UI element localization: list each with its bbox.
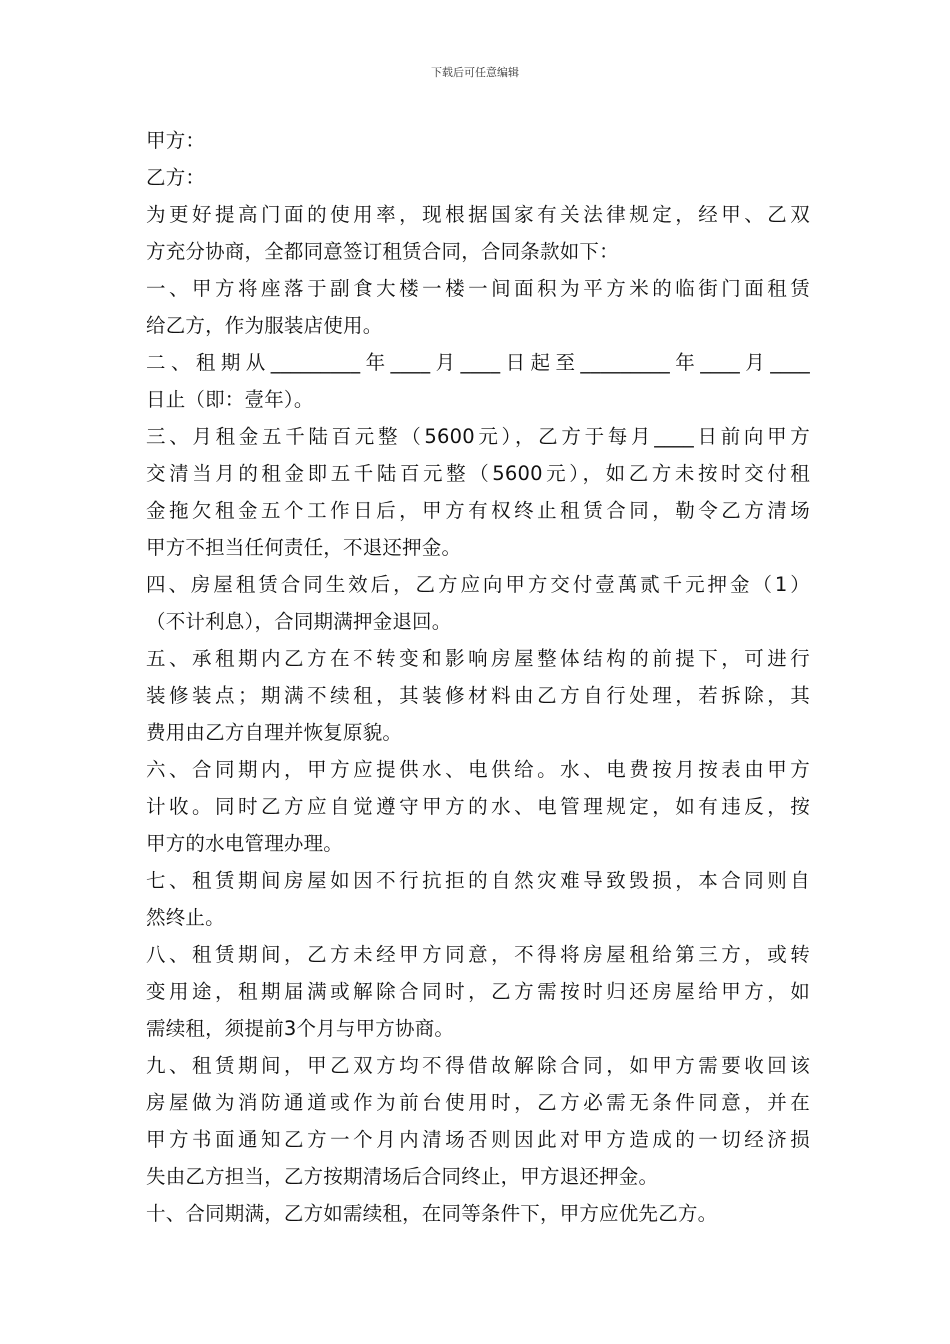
contract-line: 费用由乙方自理并恢复原貌。 bbox=[146, 721, 403, 744]
contract-line: 甲方不担当任何责任，不退还押金。 bbox=[146, 536, 462, 559]
contract-line: 三、月租金五千陆百元整（5600元），乙方于每月____日前向甲方 bbox=[146, 425, 810, 448]
contract-line: 金拖欠租金五个工作日后，甲方有权终止租赁合同，勒令乙方清场 bbox=[146, 499, 810, 522]
contract-line: 二、租期从_________年____月____日起至_________年____月____ bbox=[146, 351, 810, 374]
contract-line: 甲方： bbox=[146, 129, 206, 152]
contract-line: 甲方的水电管理办理。 bbox=[146, 832, 344, 855]
contract-line: 交清当月的租金即五千陆百元整（5600元），如乙方未按时交付租 bbox=[146, 462, 810, 485]
contract-line: 八、租赁期间，乙方未经甲方同意，不得将房屋租给第三方，或转 bbox=[146, 943, 810, 966]
contract-line: 房屋做为消防通道或作为前台使用时，乙方必需无条件同意，并在 bbox=[146, 1091, 810, 1114]
contract-line: 为更好提高门面的使用率，现根据国家有关法律规定，经甲、乙双 bbox=[146, 203, 810, 226]
contract-line: 变用途，租期届满或解除合同时，乙方需按时归还房屋给甲方，如 bbox=[146, 980, 810, 1003]
contract-line: 六、合同期内，甲方应提供水、电供给。水、电费按月按表由甲方 bbox=[146, 758, 810, 781]
contract-body bbox=[146, 122, 810, 1232]
contract-line: 方充分协商，全都同意签订租赁合同，合同条款如下： bbox=[146, 240, 619, 263]
contract-line: 七、租赁期间房屋如因不行抗拒的自然灾难导致毁损，本合同则自 bbox=[146, 869, 810, 892]
contract-line: 计收。同时乙方应自觉遵守甲方的水、电管理规定，如有违反，按 bbox=[146, 795, 810, 818]
contract-line: 一、甲方将座落于副食大楼一楼一间面积为平方米的临街门面租赁 bbox=[146, 277, 810, 300]
contract-line: 然终止。 bbox=[146, 906, 225, 929]
contract-line: 需续租，须提前3个月与甲方协商。 bbox=[146, 1017, 455, 1040]
contract-line: 失由乙方担当，乙方按期清场后合同终止，甲方退还押金。 bbox=[146, 1165, 659, 1188]
contract-line: 九、租赁期间，甲乙双方均不得借故解除合同，如甲方需要收回该 bbox=[146, 1054, 810, 1077]
contract-line: 四、房屋租赁合同生效后，乙方应向甲方交付壹萬贰千元押金（1） bbox=[146, 573, 810, 596]
contract-line: 装修装点；期满不续租，其装修材料由乙方自行处理，若拆除，其 bbox=[146, 684, 810, 707]
contract-line: 日止（即：壹年）。 bbox=[146, 388, 314, 411]
contract-line: 给乙方，作为服装店使用。 bbox=[146, 314, 383, 337]
contract-line: 甲方书面通知乙方一个月内清场否则因此对甲方造成的一切经济损 bbox=[146, 1128, 810, 1151]
contract-line: 五、承租期内乙方在不转变和影响房屋整体结构的前提下，可进行 bbox=[146, 647, 810, 670]
contract-line: （不计利息），合同期满押金退回。 bbox=[146, 610, 452, 633]
contract-line: 十、合同期满，乙方如需续租，在同等条件下，甲方应优先乙方。 bbox=[146, 1202, 718, 1225]
page-header-note: 下载后可任意编辑 bbox=[431, 66, 519, 79]
contract-line: 乙方： bbox=[146, 166, 206, 189]
